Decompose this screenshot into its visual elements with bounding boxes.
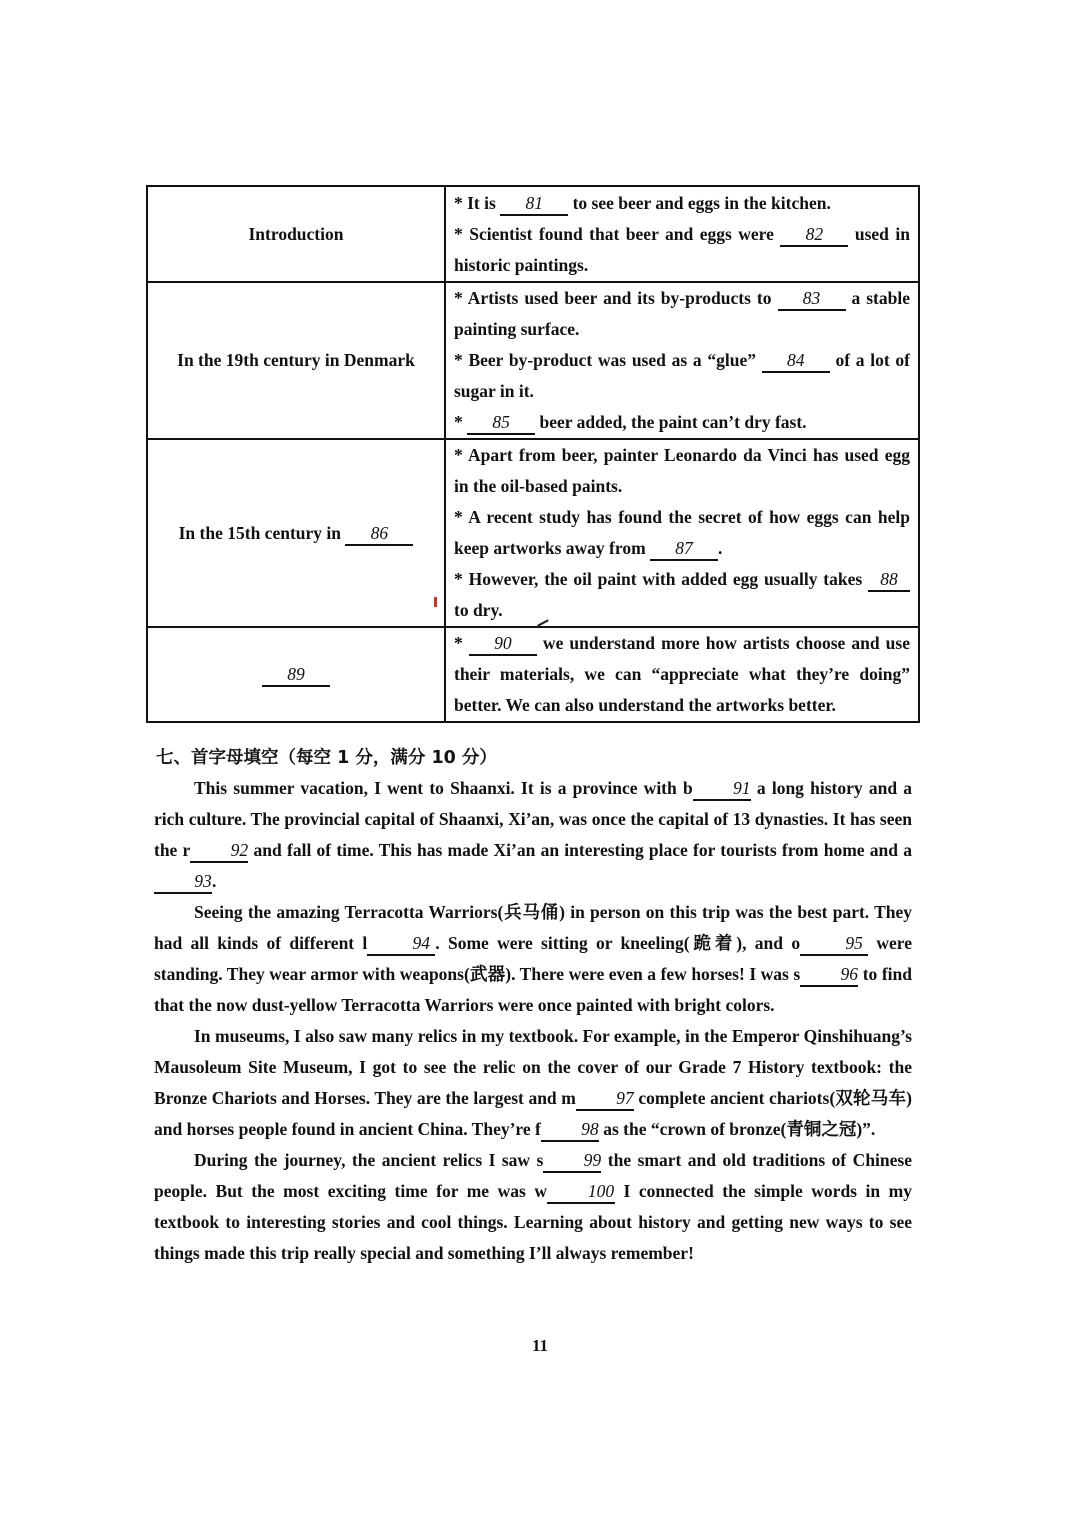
answer-blank[interactable]: 81 (500, 192, 568, 216)
row-label: In the 19th century in Denmark (147, 282, 445, 439)
content-line: * It is 81 to see beer and eggs in the kitchen. (454, 188, 910, 219)
passage-paragraph: This summer vacation, I went to Shaanxi. It is a province with b 91 a long history and a rich culture. The provincial capital of Shaanxi, Xi’an, was once the capital of 13 dynasties. It has seen the r 92 and fall of time. This has made Xi’an an interesting place for tourists from home and a93. (154, 773, 912, 897)
answer-blank[interactable]: 93 (154, 870, 212, 894)
answer-blank[interactable]: 96 (800, 963, 858, 987)
row-content (445, 439, 919, 627)
table-row (147, 627, 919, 722)
content-line: * Beer by-product was used as a “glue” 84 of a lot of sugar in it. (454, 350, 910, 401)
content-line: * 85 beer added, the paint can’t dry fast. (454, 407, 910, 438)
answer-blank[interactable]: 94 (367, 932, 435, 956)
answer-blank[interactable]: 88 (868, 568, 910, 592)
content-line: * Scientist found that beer and eggs were 82 used in historic paintings. (454, 223, 911, 275)
answer-blank[interactable]: 85 (467, 411, 535, 435)
row-content (445, 282, 919, 439)
row-content (445, 186, 919, 282)
answer-blank[interactable]: 90 (469, 632, 537, 656)
content-line: * Artists used beer and its by-products to 83 a stable painting surface. (454, 288, 910, 339)
content-line: * 90 we understand more how artists choose and use their materials, we can “appreciate what they’re doing” better. We can also understand the artworks better. (454, 633, 910, 715)
answer-blank[interactable]: 92 (190, 839, 248, 863)
cloze-passage (154, 773, 912, 1269)
answer-blank[interactable]: 98 (541, 1118, 599, 1142)
row-label (147, 627, 445, 722)
answer-blank[interactable]: 87 (650, 537, 718, 561)
answer-blank[interactable]: 99 (543, 1149, 601, 1173)
red-pen-mark (434, 597, 437, 607)
answer-blank[interactable]: 97 (576, 1087, 634, 1111)
answer-blank[interactable]: 89 (262, 663, 330, 687)
page-number: 11 (531, 1336, 549, 1355)
answer-blank[interactable]: 100 (547, 1180, 615, 1204)
content-line: * Apart from beer, painter Leonardo da Vinci has used egg in the oil-based paints. (454, 445, 910, 496)
passage-paragraph: In museums, I also saw many relics in my textbook. For example, in the Emperor Qinshihuang’s Mausoleum Site Museum, I got to see the relic on the cover of our Grade 7 History textbook: the Bronze Chariots and Horses. They are the largest and m 97 complete ancient chariots(双轮马车) and horses people found in ancient China. They’re f 98 as the “crown of bronze(青铜之冠)”. (154, 1021, 912, 1145)
answer-blank[interactable]: 84 (762, 349, 830, 373)
outline-table (146, 185, 920, 723)
table-row (147, 282, 919, 439)
content-line: * However, the oil paint with added egg usually takes 88 to dry. (454, 564, 910, 626)
row-label: In the 15th century in 86 (147, 439, 445, 627)
answer-blank[interactable]: 86 (345, 522, 413, 546)
answer-blank[interactable]: 83 (778, 287, 846, 311)
answer-blank[interactable]: 91 (693, 777, 751, 801)
passage-paragraph: During the journey, the ancient relics I saw s 99 the smart and old traditions of Chinese people. But the most exciting time for me was w 100 I connected the simple words in my textbook to interesting stories and cool things. Learning about history and getting new ways to see things made this trip really special and something I’ll always remember! (154, 1150, 913, 1263)
table-row (147, 186, 919, 282)
answer-blank[interactable]: 95 (800, 932, 868, 956)
answer-blank[interactable]: 82 (780, 223, 848, 247)
section-title: 七、首字母填空（每空 1 分，满分 10 分） (156, 748, 497, 768)
table-row (147, 439, 919, 627)
row-label: Introduction (147, 186, 445, 282)
content-line: * A recent study has found the secret of how eggs can help keep artworks away from 87 . (454, 502, 910, 564)
passage-paragraph: Seeing the amazing Terracotta Warriors(兵马俑) in person on this trip was the best part. They had all kinds of different l 94 . Some were sitting or kneeling(跪着), and o 95 were standing. They wear armor with weapons(武器). There were even a few horses! I was s 96 to find that the now dust-yellow Terracotta Warriors were once painted with bright colors. (154, 902, 913, 1015)
row-content (445, 627, 919, 722)
